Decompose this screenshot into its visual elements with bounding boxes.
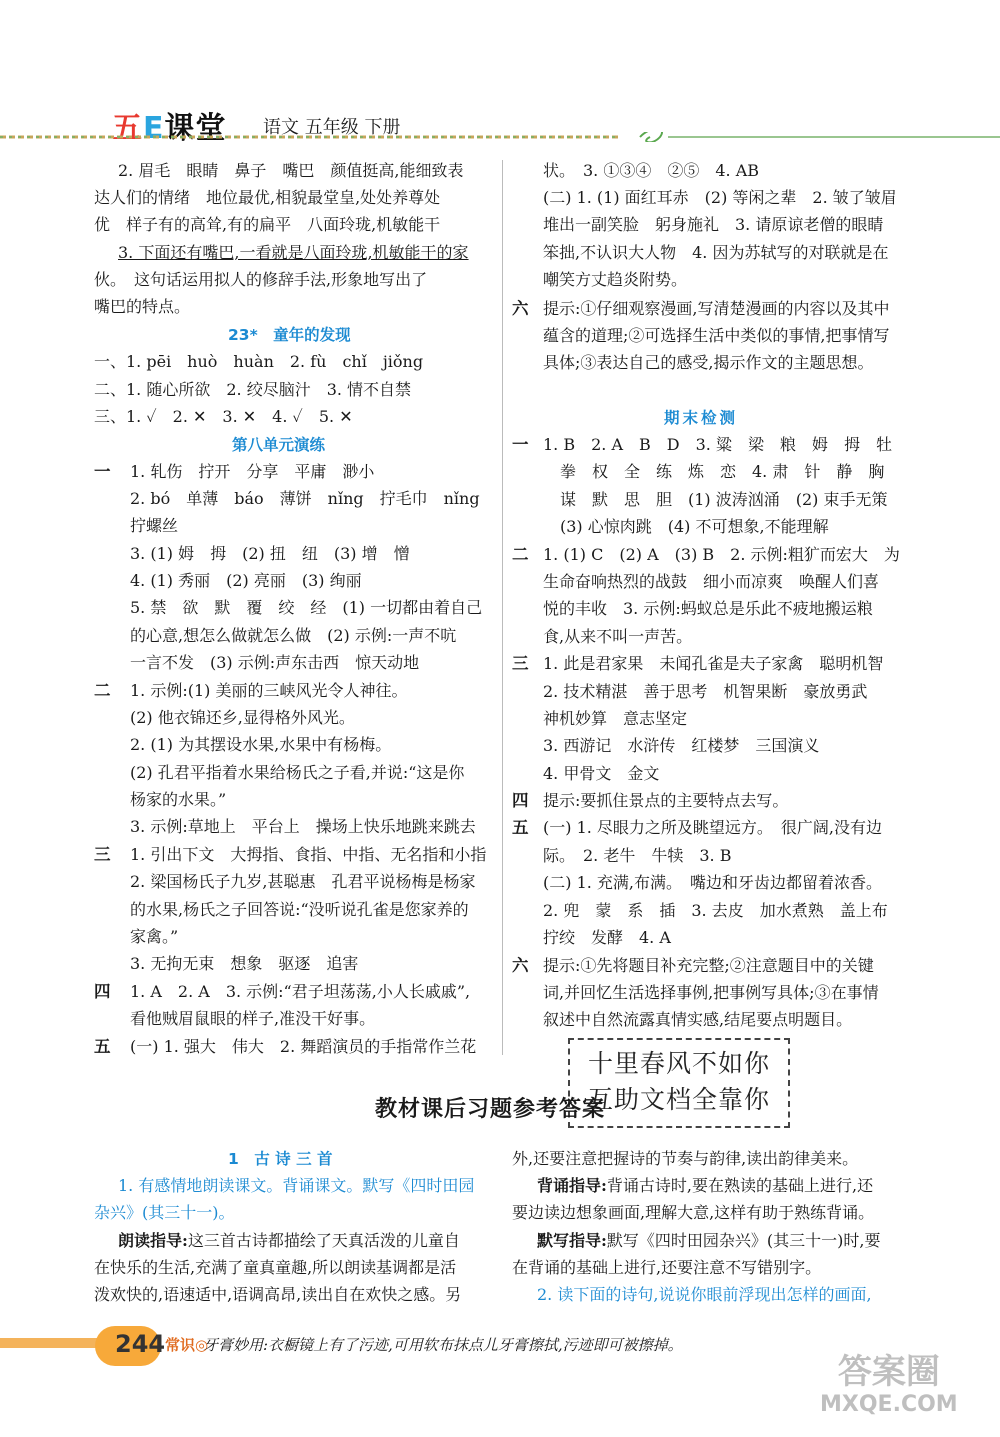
text-line: 状。 3. ①③④ ②⑤ 4. AB [543, 161, 760, 180]
text-line: 际。 2. 老牛 牛犊 3. B [543, 846, 732, 865]
section-label: 二 [94, 681, 111, 700]
text-line: 3. 下面还有嘴巴,一看就是八面玲珑,机敏能干的家 [118, 243, 469, 262]
dictate-guide-text: 默写《四时田园杂兴》(其三十一)时,要 [606, 1231, 881, 1250]
recite-guide-label: 背诵指导: [537, 1176, 607, 1195]
text-line: 一、1. pēi huò huàn 2. fù chǐ jiǒng [94, 352, 424, 371]
text-line: 提示:①仔细观察漫画,写清楚漫画的内容以及其中 [543, 299, 890, 318]
text-line: 悦的丰收 3. 示例:蚂蚁总是乐此不疲地搬运粮 [543, 599, 873, 618]
text-line: 1. (1) C (2) A (3) B 2. 示例:粗犷而宏大 为 [543, 545, 900, 564]
text-line: 词,并回忆生活选择事例,把事例写具体;③在事情 [543, 983, 879, 1002]
text-line: (一) 1. 尽眼力之所及眺望远方。 很广阔,没有边 [543, 818, 883, 837]
page-number: 244 [115, 1330, 166, 1358]
text-line: 1. 引出下文 大拇指、食指、中指、无名指和小指 [130, 845, 487, 864]
text-line: 拧绞 发酵 4. A [543, 928, 671, 947]
text-line: 要边读边想象画面,理解大意,这样有助于熟练背诵。 [512, 1203, 875, 1222]
question-text: 1. 有感情地朗读课文。背诵课文。默写《四时田园 [118, 1176, 475, 1195]
text-line: 蕴含的道理;②可选择生活中类似的事情,把事情写 [543, 326, 890, 345]
text-line: 堆出一副笑脸 躬身施礼 3. 请原谅老僧的眼睛 [543, 215, 884, 234]
text-line: 3. 西游记 水浒传 红楼梦 三国演义 [543, 736, 820, 755]
text-line: 2. 兜 蒙 系 插 3. 去皮 加水煮熟 盖上布 [543, 901, 888, 920]
text-line: 在背诵的基础上进行,还要注意不写错别字。 [512, 1258, 822, 1277]
section-label: 一 [512, 435, 529, 454]
section-label: 三 [512, 654, 529, 673]
column-divider [502, 160, 503, 1055]
section-label: 二 [512, 545, 529, 564]
text-line: 1. 示例:(1) 美丽的三峡风光令人神往。 [130, 681, 408, 700]
text-line: 达人们的情绪 地位最优,相貌最堂皇,处处养尊处 [94, 188, 441, 207]
watermark [820, 1352, 958, 1418]
text-line: (一) 1. 强大 伟大 2. 舞蹈演员的手指常作兰花 [130, 1037, 477, 1056]
text-line: 谋 默 思 胆 (1) 波涛汹涌 (2) 束手无策 [560, 490, 888, 509]
text-line: 1. A 2. A 3. 示例:“君子坦荡荡,小人长戚戚”, [130, 982, 471, 1001]
text-line: 3. (1) 姆 拇 (2) 扭 纽 (3) 增 憎 [130, 544, 410, 563]
section-label: 四 [512, 791, 529, 810]
section-label: 五 [512, 818, 529, 837]
page-header [0, 95, 1000, 155]
text-line: (2) 孔君平指着水果给杨氏之子看,并说:“这是你 [130, 763, 465, 782]
tip-label: 常识◎ [165, 1336, 209, 1354]
text-line: 拧螺丝 [130, 516, 179, 535]
text-line: 2. bó 单薄 báo 薄饼 nǐng 拧毛巾 nǐng [130, 489, 480, 508]
text-line: 家禽。” [130, 927, 179, 946]
text-line: 3. 示例:草地上 平台上 操场上快乐地跳来跳去 [130, 817, 476, 836]
section-label: 六 [512, 956, 529, 975]
text-line: (二) 1. (1) 面红耳赤 (2) 等闲之辈 2. 皱了皱眉 [543, 188, 897, 207]
brand-logo: 五E课堂 [112, 111, 227, 146]
unit-8-title: 第八单元演练 [232, 436, 326, 454]
answers-title: 教材课后习题参考答案 [375, 1097, 606, 1122]
book-title: 语文 五年级 下册 [263, 117, 401, 138]
section-label: 五 [94, 1037, 111, 1056]
text-line: 1. 轧伤 拧开 分享 平庸 渺小 [130, 462, 375, 481]
text-line: 外,还要注意把握诗的节奏与韵律,读出韵律美来。 [512, 1149, 859, 1168]
text-line: 具体;③表达自己的感受,揭示作文的主题思想。 [543, 353, 874, 372]
section-label: 六 [512, 299, 529, 318]
section-label: 三 [94, 845, 111, 864]
text-line: (二) 1. 充满,布满。 嘴边和牙齿边都留着浓香。 [543, 873, 883, 892]
watermark-line: MXQE.COM [820, 1392, 958, 1417]
text-line [537, 1228, 881, 1254]
text-line: 神机妙算 意志坚定 [543, 709, 688, 728]
decorative-rope [0, 132, 1000, 142]
watermark-line: 答案圈 [837, 1352, 940, 1392]
text-line: 的心意,想怎么做就怎么做 (2) 示例:一声不吭 [130, 626, 457, 645]
text-line: (2) 他衣锦还乡,显得格外风光。 [130, 708, 355, 727]
text-line: 提示:要抓住景点的主要特点去写。 [543, 791, 789, 810]
recite-guide-text: 背诵古诗时,要在熟读的基础上进行,还 [606, 1176, 874, 1195]
final-exam-title: 期末检测 [664, 409, 739, 427]
text-line: 二、1. 随心所欲 2. 绞尽脑汁 3. 情不自禁 [94, 380, 412, 399]
text-line: 2. 梁国杨氏子九岁,甚聪惠 孔君平说杨梅是杨家 [130, 872, 476, 891]
text-line: 嘲笑方丈趋炎附势。 [543, 270, 688, 289]
text-line: 三、1. ✓ 2. ✕ 3. ✕ 4. ✓ 5. ✕ [94, 407, 353, 426]
question-text: 2. 读下面的诗句,说说你眼前浮现出怎样的画面, [537, 1285, 872, 1304]
text-line [118, 1228, 460, 1254]
text-line: 4. (1) 秀丽 (2) 亮丽 (3) 绚丽 [130, 571, 362, 590]
section-label: 一 [94, 462, 111, 481]
text-line: 看他贼眉鼠眼的样子,准没干好事。 [130, 1009, 376, 1028]
text-line: 拳 权 全 练 炼 恋 4. 肃 针 静 胸 [560, 462, 885, 481]
tip-text: 牙膏妙用:衣橱镜上有了污迹,可用软布抹点儿牙膏擦拭,污迹即可被擦掉。 [203, 1336, 683, 1354]
text-line: 泼欢快的,语速适中,语调高昂,读出自在欢快之感。另 [94, 1285, 462, 1304]
section-label: 四 [94, 982, 111, 1001]
text-line: 杨家的水果。” [130, 790, 227, 809]
text-line: 笨拙,不认识大人物 4. 因为苏轼写的对联就是在 [543, 243, 889, 262]
stamp-line: 互助文档全靠你 [587, 1085, 770, 1114]
text-line: 一言不发 (3) 示例:声东击西 惊天动地 [130, 653, 420, 672]
dictate-guide-label: 默写指导: [537, 1231, 607, 1250]
question-text: 杂兴》(其三十一)。 [94, 1203, 235, 1222]
text-line: 食,从来不叫一声苦。 [543, 627, 693, 646]
text-line: 1. 此是君家果 未闻孔雀是夫子家禽 聪明机智 [543, 654, 884, 673]
text-line: 2. 眉毛 眼睛 鼻子 嘴巴 颜值挺高,能细致表 [118, 161, 464, 180]
reading-guide-label: 朗读指导: [118, 1231, 188, 1250]
text-line: 提示:①先将题目补充完整;②注意题目中的关键 [543, 956, 874, 975]
lesson-1-title: 1 古 诗 三 首 [228, 1150, 333, 1168]
text-line: 优 样子有的高耸,有的扁平 八面玲珑,机敏能干 [94, 215, 441, 234]
reading-guide-text: 这三首古诗都描绘了天真活泼的儿童自 [187, 1231, 460, 1250]
text-line: 1. B 2. A B D 3. 粱 梁 粮 姆 拇 牡 [543, 435, 892, 454]
lesson-23-title: 23* 童年的发现 [228, 326, 351, 344]
footer-bar [0, 1338, 110, 1348]
text-line: 2. 技术精湛 善于思考 机智果断 豪放勇武 [543, 682, 868, 701]
text-line: 3. 无拘无束 想象 驱逐 追害 [130, 954, 359, 973]
text-line: 叙述中自然流露真情实感,结尾要点明题目。 [543, 1010, 853, 1029]
text-line: 伙。 这句话运用拟人的修辞手法,形象地写出了 [94, 270, 428, 289]
stamp-line: 十里春风不如你 [587, 1049, 770, 1078]
text-line: 生命奋响热烈的战鼓 细小而凉爽 唤醒人们喜 [543, 572, 880, 591]
text-line: (3) 心惊肉跳 (4) 不可想象,不能理解 [560, 517, 829, 536]
text-line: 4. 甲骨文 金文 [543, 764, 660, 783]
text-line [537, 1173, 873, 1199]
text-line: 5. 禁 欲 默 覆 绞 经 (1) 一切都由着自己 [130, 598, 483, 617]
text-line: 的水果,杨氏之子回答说:“没听说孔雀是您家养的 [130, 900, 469, 919]
text-line: 嘴巴的特点。 [94, 297, 191, 316]
text-line: 2. (1) 为其摆设水果,水果中有杨梅。 [130, 735, 392, 754]
text-line: 在快乐的生活,充满了童真童趣,所以朗读基调都是活 [94, 1258, 457, 1277]
